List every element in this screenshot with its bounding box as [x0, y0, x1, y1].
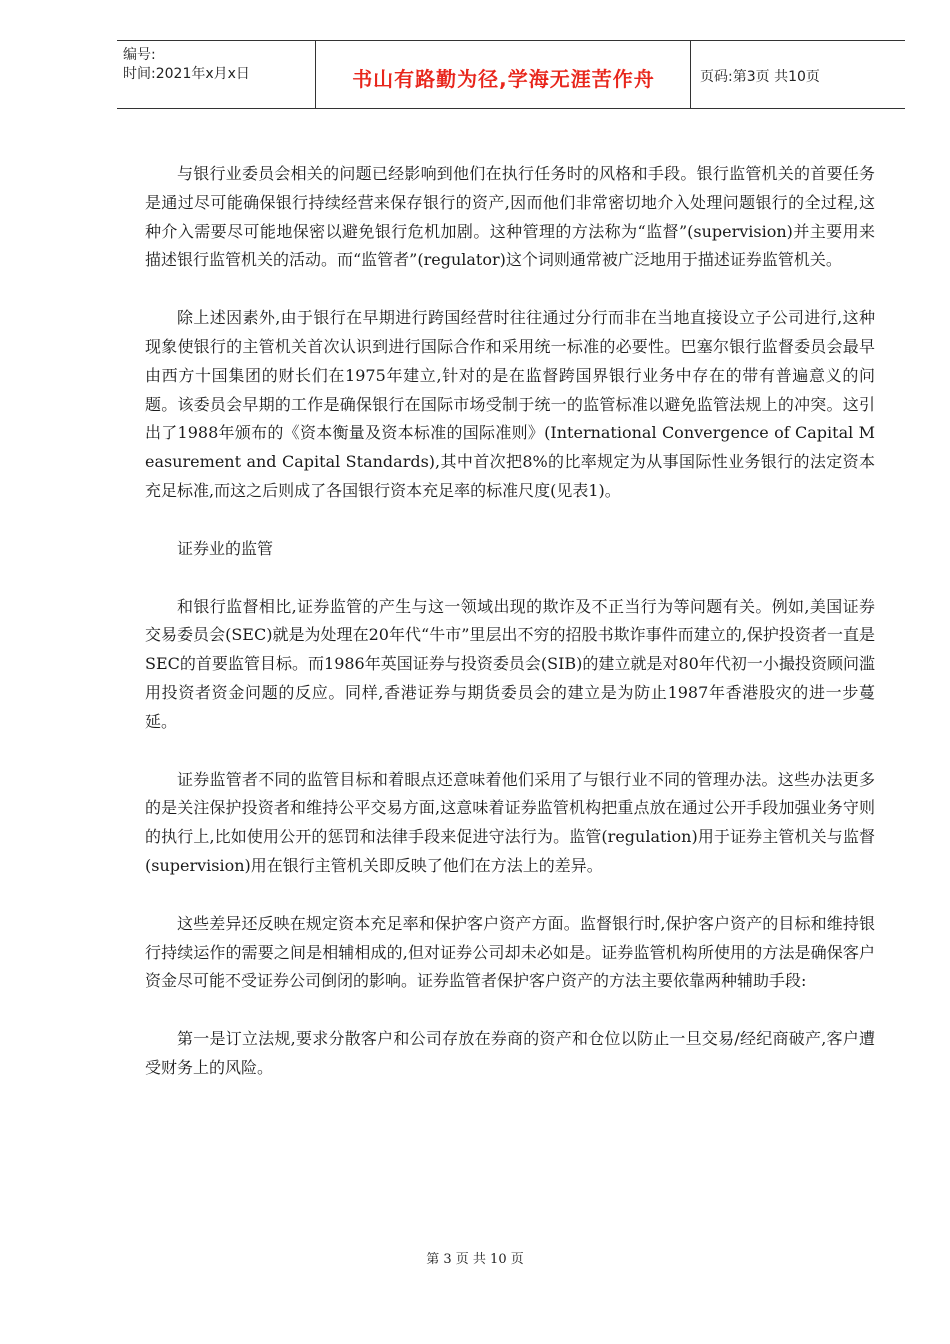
section-heading-securities-regulation: 证券业的监管: [177, 538, 274, 558]
header-page-cell: [692, 41, 905, 108]
paragraph-banking-supervision: 与银行业委员会相关的问题已经影响到他们在执行任务时的风格和手段。银行监管机关的首要任务是通过尽可能确保银行持续经营来保存银行的资产,因而他们非常密切地介入处理问题银行的全过程,这种介入需要尽可能地保密以避免银行危机加剧。这种管理的方法称为“监督”(supervision)并主要用来描述银行监管机关的活动。而“监管者”(regulator)这个词则通常被广泛地用于描述证券监管机关。: [145, 164, 875, 270]
paragraph-securities-methods: 证券监管者不同的监管目标和着眼点还意味着他们采用了与银行业不同的管理办法。这些办法更多的是关注保护投资者和维持公平交易方面,这意味着证券监管机构把重点放在通过公开手段加强业务守则的执行上,比如使用公开的惩罚和法律手段来促进守法行为。监管(regulation)用于证券主管机关与监督(supervision)用在银行主管机关即反映了他们在方法上的差异。: [145, 769, 875, 875]
paragraph-capital-and-client-assets: 这些差异还反映在规定资本充足率和保护客户资产方面。监督银行时,保护客户资产的目标和维持银行持续运作的需要之间是相辅相成的,但对证券公司却未必如是。证券监管机构所使用的方法是确保客户资金尽可能不受证券公司倒闭的影响。证券监管者保护客户资产的方法主要依靠两种辅助手段:: [145, 913, 875, 991]
header-page-number: 页码:第3页 共10页: [700, 69, 820, 85]
document-number-label: 编号:: [123, 47, 156, 63]
footer-page-number: 第 3 页 共 10 页: [426, 1252, 524, 1267]
header-motto-cell: [317, 41, 691, 108]
page-header: [117, 40, 905, 109]
document-body: [145, 160, 875, 1112]
paragraph-first-measure: 第一是订立法规,要求分散客户和公司存放在券商的资产和仓位以防止一旦交易/经纪商破产,客户遭受财务上的风险。: [145, 1029, 875, 1077]
paragraph-securities-origin: 和银行监督相比,证券监管的产生与这一领域出现的欺诈及不正当行为等问题有关。例如,美国证券交易委员会(SEC)就是为处理在20年代“牛市”里层出不穷的招股书欺诈事件而建立的,保护投资者一直是SEC的首要监管目标。而1986年英国证券与投资委员会(SIB)的建立就是对80年代初一小撮投资顾问滥用投资者资金问题的反应。同样,香港证券与期货委员会的建立是为防止1987年香港股灾的进一步蔓延。: [145, 596, 875, 731]
header-motto: 书山有路勤为径,学海无涯苦作舟: [352, 67, 655, 91]
paragraph-basel-committee: 除上述因素外,由于银行在早期进行跨国经营时往往通过分行而非在当地直接设立子公司进行,这种现象使银行的主管机关首次认识到进行国际合作和采用统一标准的必要性。巴塞尔银行监督委员会最早由西方十国集团的财长们在1975年建立,针对的是在监督跨国界银行业务中存在的带有普遍意义的问题。该委员会早期的工作是确保银行在国际市场受制于统一的监管标准以避免监管法规上的冲突。这引出了1988年颁布的《资本衡量及资本标准的国际准则》(International Convergence of Capital Measurement and Capital Standards),其中首次把8%的比率规定为从事国际性业务银行的法定资本充足标准,而这之后则成了各国银行资本充足率的标准尺度(见表1)。: [145, 308, 875, 500]
document-time-label: 时间:2021年x月x日: [123, 66, 250, 82]
page-footer: [0, 1248, 950, 1267]
header-meta-cell: [117, 41, 316, 108]
